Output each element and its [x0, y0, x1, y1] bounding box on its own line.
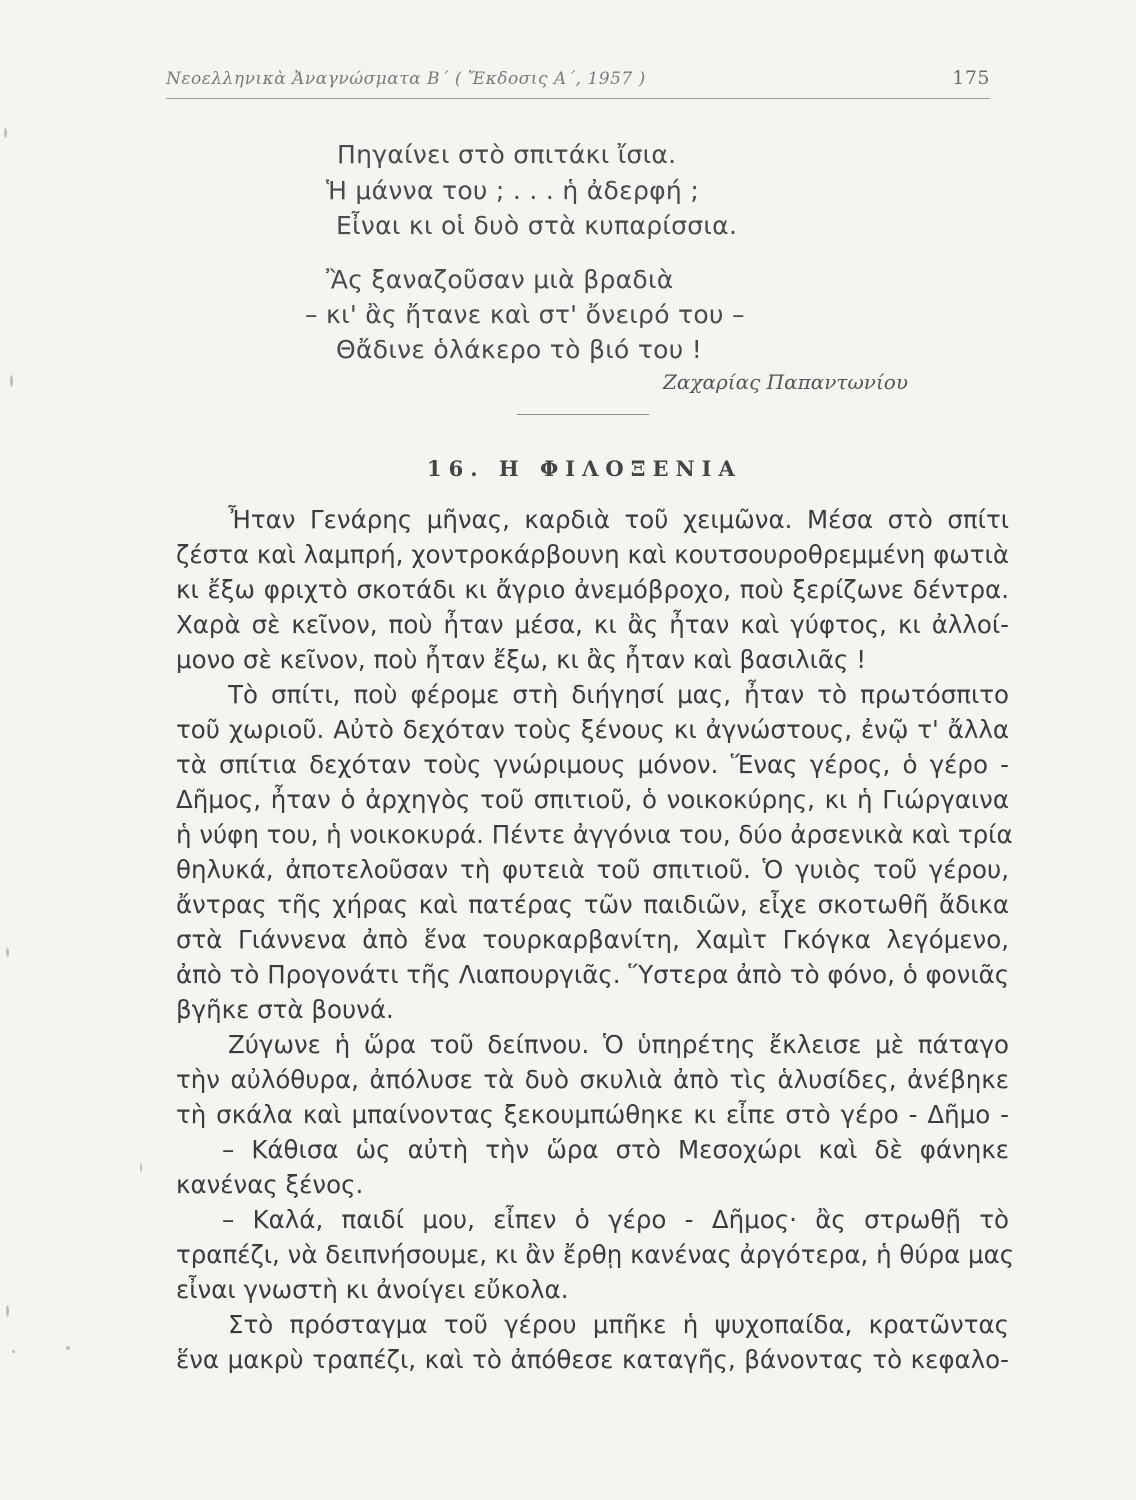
text-line: στὰ Γιάννενα ἀπὸ ἕνα τουρκαρβανίτη, Χαμὶτ Γκόγκα λεγόμενο, — [176, 925, 1009, 954]
running-title: Νεοελληνικὰ Ἀναγνώσματα Β΄ ( Ἔκδοσις Α΄, 1957 ) — [166, 69, 646, 89]
running-header — [166, 65, 990, 93]
text-line: – Καλά, παιδί μου, εἶπεν ὁ γέρο - Δῆμος· ἂς στρωθῇ τὸ — [222, 1205, 1009, 1234]
text-line: Στὸ πρόσταγμα τοῦ γέρου μπῆκε ἡ ψυχοπαίδα, κρατῶντας — [228, 1310, 1009, 1339]
text-line: ἕνα μακρὺ τραπέζι, καὶ τὸ ἀπόθεσε καταγῆς, βάνοντας τὸ κεφαλο- — [176, 1345, 1009, 1374]
poem-author: Ζαχαρίας Παπαντωνίου — [662, 370, 908, 394]
text-line: Τὸ σπίτι, ποὺ φέρομε στὴ διήγησί μας, ἦταν τὸ πρωτόσπιτο — [228, 680, 1009, 709]
text-line: εἶναι γνωστὴ κι ἀνοίγει εὔκολα. — [176, 1275, 569, 1304]
text-line: Ἦταν Γενάρης μῆνας, καρδιὰ τοῦ χειμῶνα. Μέσα στὸ σπίτι — [228, 505, 1009, 534]
text-line: κι ἔξω φριχτὸ σκοτάδι κι ἄγριο ἀνεμόβροχο, ποὺ ξερίζωνε δέντρα. — [176, 575, 1009, 604]
poem-line: – κι' ἂς ἤτανε καὶ στ' ὄνειρό του – — [305, 300, 745, 329]
text-line: Δῆμος, ἦταν ὁ ἀρχηγὸς τοῦ σπιτιοῦ, ὁ νοικοκύρης, κι ἡ Γιώργαινα — [176, 785, 1009, 814]
header-rule — [166, 98, 990, 99]
text-line: τραπέζι, νὰ δειπνήσουμε, κι ἂν ἔρθῃ κανένας ἀργότερα, ἡ θύρα μας — [176, 1240, 1015, 1269]
text-line: μονο σὲ κεῖνον, ποὺ ἦταν ἔξω, κι ἂς ἦταν καὶ βασιλιᾶς ! — [176, 645, 867, 674]
section-title: 16. Η ΦΙΛΟΞΕΝΙΑ — [427, 456, 742, 481]
text-line: ἄντρας τῆς χήρας καὶ πατέρας τῶν παιδιῶν, εἶχε σκοτωθῆ ἄδικα — [176, 890, 1009, 919]
text-line: τοῦ χωριοῦ. Αὐτὸ δεχόταν τοὺς ξένους κι ἀγνώστους, ἐνῷ τ' ἄλλα — [176, 715, 1009, 744]
poem-line: Θἄδινε ὁλάκερο τὸ βιό του ! — [336, 335, 703, 364]
text-line: τὴ σκάλα καὶ μπαίνοντας ξεκουμπώθηκε κι εἶπε στὸ γέρο - Δῆμο - — [176, 1100, 1009, 1129]
story-text — [176, 502, 1015, 1377]
text-line: ζέστα καὶ λαμπρή, χοντροκάρβουνη καὶ κουτσουροθρεμμένη φωτιὰ — [176, 540, 1009, 569]
text-line: Χαρὰ σὲ κεῖνον, ποὺ ἦταν μέσα, κι ἂς ἦταν καὶ γύφτος, κι ἀλλοί- — [176, 610, 1009, 639]
text-line: βγῆκε στὰ βουνά. — [176, 995, 394, 1024]
poem-line: Πηγαίνει στὸ σπιτάκι ἴσια. — [337, 140, 677, 169]
text-line: Ζύγωνε ἡ ὥρα τοῦ δείπνου. Ὁ ὑπηρέτης ἔκλεισε μὲ πάταγο — [228, 1030, 1009, 1059]
text-line: ἀπὸ τὸ Προγονάτι τῆς Λιαπουργιᾶς. Ὕστερα ἀπὸ τὸ φόνο, ὁ φονιᾶς — [176, 960, 1010, 989]
text-line: κανένας ξένος. — [176, 1170, 364, 1199]
section-divider — [517, 414, 649, 415]
text-line: θηλυκά, ἀποτελοῦσαν τὴ φυτειὰ τοῦ σπιτιοῦ. Ὁ γυιὸς τοῦ γέρου, — [176, 855, 1009, 884]
page-number: 175 — [952, 67, 990, 89]
text-line: ἡ νύφη του, ἡ νοικοκυρά. Πέντε ἀγγόνια του, δύο ἀρσενικὰ καὶ τρία — [176, 820, 1013, 849]
poem-line: Ἂς ξαναζοῦσαν μιὰ βραδιὰ — [326, 265, 674, 294]
text-line: – Κάθισα ὡς αὐτὴ τὴν ὥρα στὸ Μεσοχώρι καὶ δὲ φάνηκε — [222, 1135, 1009, 1164]
text-line: τὰ σπίτια δεχόταν τοὺς γνώριμους μόνον. Ἕνας γέρος, ὁ γέρο - — [176, 750, 1009, 779]
text-line: τὴν αὐλόθυρα, ἀπόλυσε τὰ δυὸ σκυλιὰ ἀπὸ τὶς ἁλυσίδες, ἀνέβηκε — [176, 1065, 1009, 1094]
poem-line: Ἡ μάννα του ; . . . ἡ ἀδερφή ; — [326, 176, 700, 205]
poem-line: Εἶναι κι οἱ δυὸ στὰ κυπαρίσσια. — [336, 211, 738, 240]
